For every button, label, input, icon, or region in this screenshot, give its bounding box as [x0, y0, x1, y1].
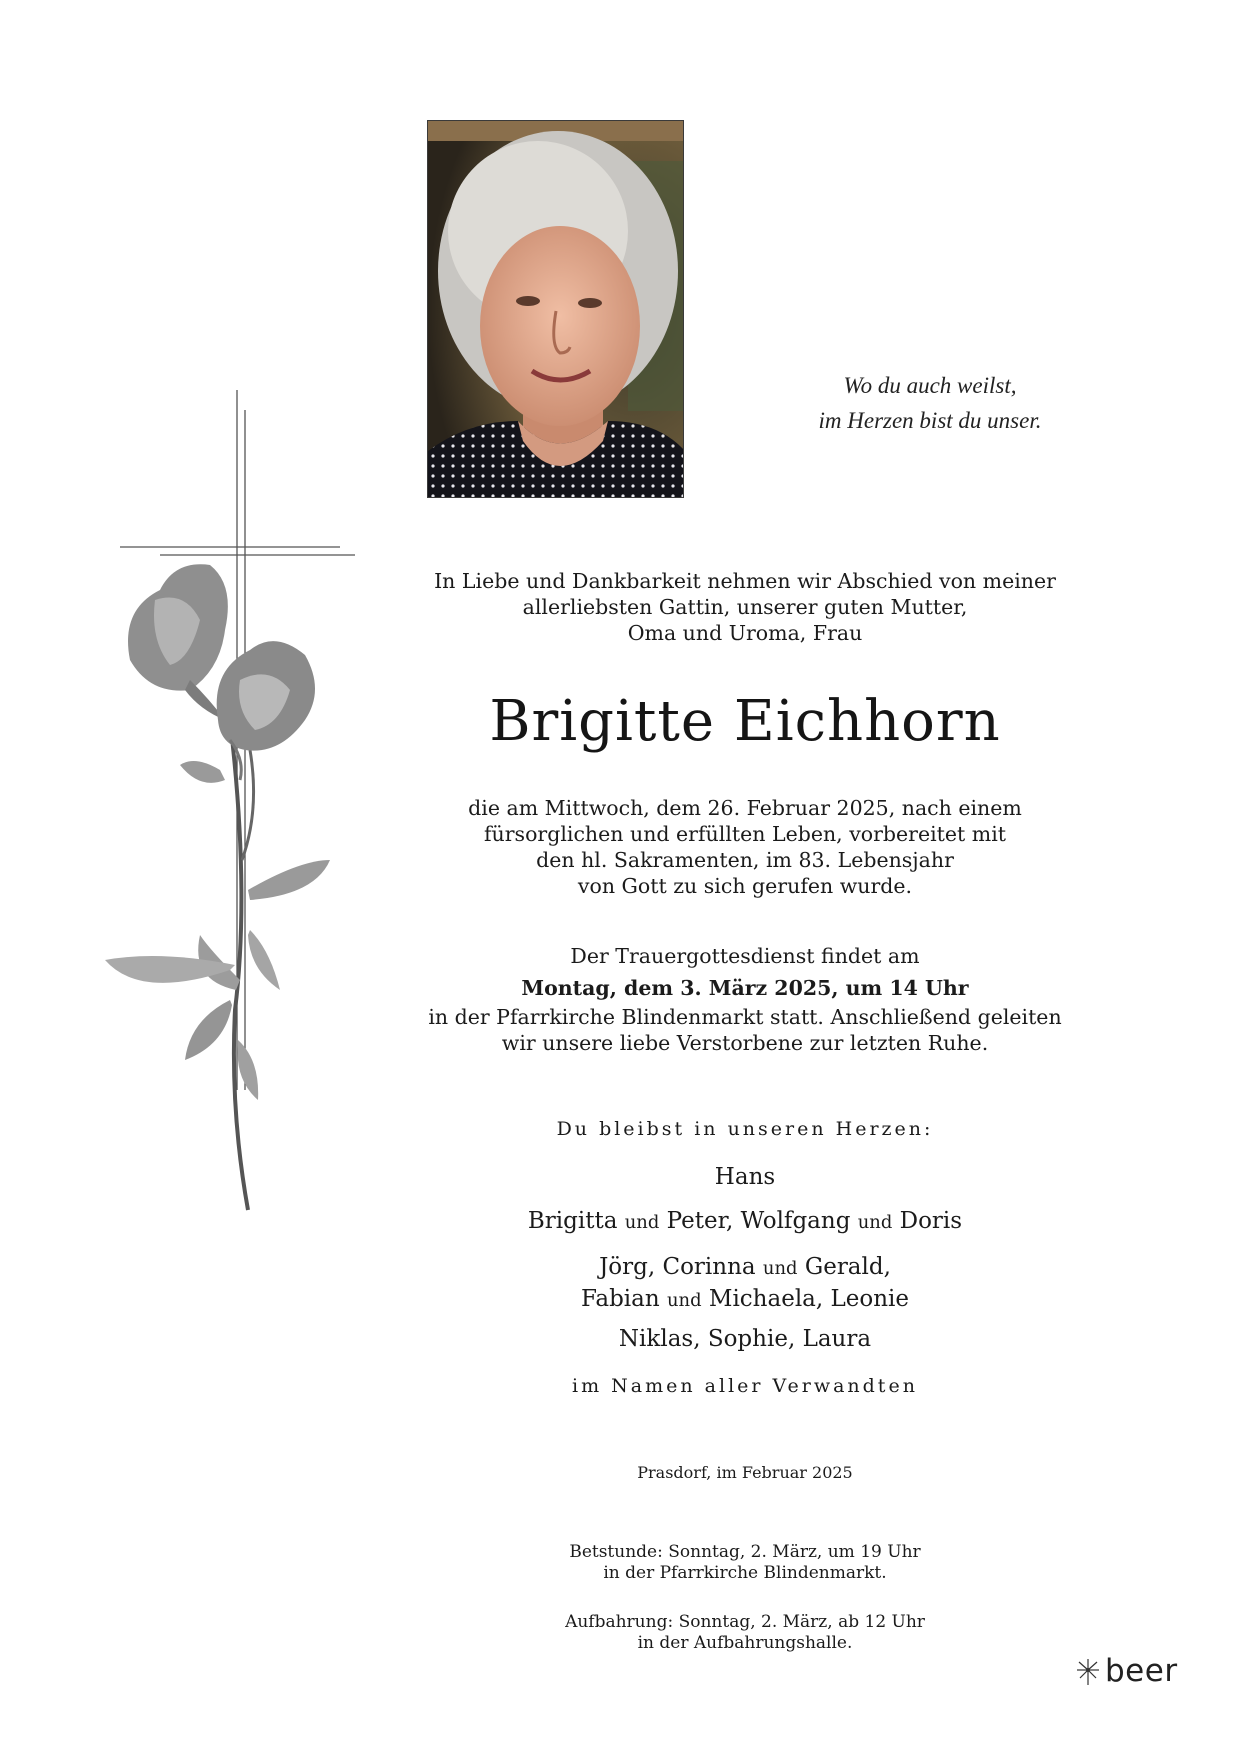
family-row-1	[405, 1164, 1085, 1190]
family-and: und	[666, 1290, 702, 1311]
dandelion-icon	[1075, 1656, 1101, 1686]
death-line-1: die am Mittwoch, dem 26. Februar 2025, nach einem	[468, 796, 1022, 820]
family-name: Michaela, Leonie	[708, 1286, 910, 1312]
beer-logo	[1075, 1652, 1178, 1690]
viewing-line-2: in der Aufbahrungshalle.	[637, 1633, 853, 1653]
family-name: Doris	[899, 1208, 963, 1234]
deceased-name: Brigitte Eichhorn	[489, 689, 1001, 754]
death-line-4: von Gott zu sich gerufen wurde.	[577, 874, 913, 898]
motto-line-2: im Herzen bist du unser.	[818, 408, 1042, 433]
intro-line-1: In Liebe und Dankbarkeit nehmen wir Abschied von meiner	[434, 569, 1056, 593]
death-line-3: den hl. Sakramenten, im 83. Lebensjahr	[536, 848, 954, 872]
motto-verse	[770, 368, 1090, 438]
motto-line-1: Wo du auch weilst,	[843, 373, 1017, 398]
prayer-line-2: in der Pfarrkirche Blindenmarkt.	[603, 1563, 887, 1583]
death-line-2: fürsorglichen und erfüllten Leben, vorbereitet mit	[483, 822, 1007, 846]
family-row-3	[405, 1252, 1085, 1316]
family-name: Gerald,	[804, 1254, 891, 1280]
service-date: Montag, dem 3. März 2025, um 14 Uhr	[521, 976, 969, 1000]
family-and: und	[624, 1212, 660, 1233]
family-name: Peter, Wolfgang	[666, 1208, 851, 1234]
family-name: Jörg, Corinna	[599, 1254, 756, 1280]
prayer-line-1: Betstunde: Sonntag, 2. März, um 19 Uhr	[569, 1542, 921, 1562]
service-line-3: in der Pfarrkirche Blindenmarkt statt. Anschließend geleiten	[428, 1005, 1062, 1029]
viewing-line-1: Aufbahrung: Sonntag, 2. März, ab 12 Uhr	[565, 1612, 925, 1632]
portrait-image	[428, 121, 684, 498]
family-and: und	[762, 1258, 798, 1279]
remain-heading: Du bleibst in unseren Herzen:	[556, 1118, 934, 1140]
funeral-service	[405, 940, 1085, 1056]
family-name: Niklas, Sophie, Laura	[618, 1326, 872, 1352]
family-name: Hans	[714, 1164, 776, 1190]
prayer-info	[405, 1542, 1085, 1584]
intro-text	[405, 568, 1085, 646]
death-notice	[405, 795, 1085, 899]
family-row-5	[405, 1326, 1085, 1352]
cross-rose-illustration	[100, 390, 390, 1320]
viewing-info	[405, 1612, 1085, 1654]
intro-line-3: Oma und Uroma, Frau	[627, 621, 863, 645]
family-name: Fabian	[580, 1286, 660, 1312]
family-line	[405, 1284, 1085, 1316]
on-behalf-text: im Namen aller Verwandten	[572, 1375, 918, 1397]
rose-icon	[105, 564, 330, 1210]
family-row-2	[405, 1208, 1085, 1234]
intro-line-2: allerliebsten Gattin, unserer guten Mutter,	[522, 595, 968, 619]
family-and: und	[857, 1212, 893, 1233]
service-line-4: wir unsere liebe Verstorbene zur letzten Ruhe.	[501, 1031, 989, 1055]
family-line	[405, 1252, 1085, 1284]
service-line-1: Der Trauergottesdienst findet am	[570, 944, 920, 968]
family-name: Brigitta	[527, 1208, 618, 1234]
place-date: Prasdorf, im Februar 2025	[637, 1463, 853, 1482]
logo-text: beer	[1105, 1653, 1178, 1689]
portrait-photo	[427, 120, 684, 498]
